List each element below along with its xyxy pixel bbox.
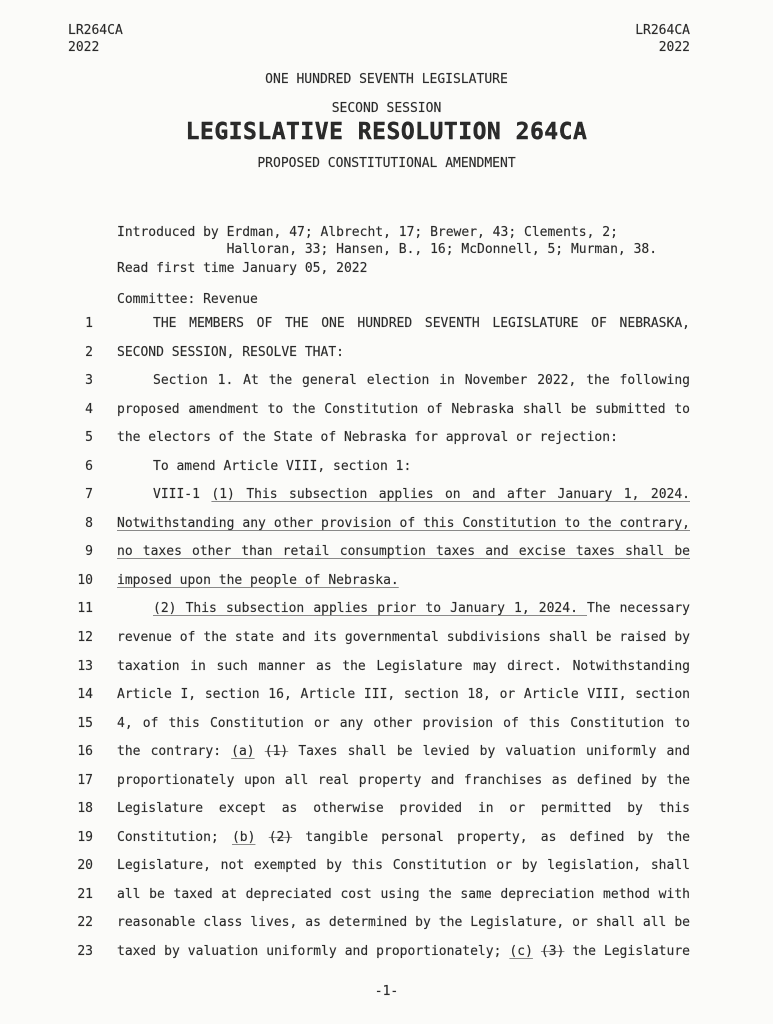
- body-line: [68, 767, 690, 796]
- body-line: [68, 681, 690, 710]
- introducers-line-1: Erdman, 47; Albrecht, 17; Brewer, 43; Clements, 2;: [226, 225, 618, 240]
- plain-text: VIII-1: [153, 487, 212, 503]
- doc-year: 2022: [68, 40, 100, 55]
- line-number: 12: [77, 630, 93, 646]
- line-number: 19: [77, 829, 93, 845]
- line-text: [117, 881, 690, 910]
- line-text: [117, 710, 690, 739]
- inserted-text: (b): [231, 829, 256, 845]
- line-number: 21: [77, 886, 93, 902]
- plain-text: THE MEMBERS OF THE ONE HUNDRED SEVENTH LEGISLATURE OF NEBRASKA,: [153, 316, 690, 331]
- plain-text: the electors of the State of Nebraska for approval or rejection:: [117, 430, 618, 446]
- introduction-block: [117, 224, 697, 308]
- line-number: 17: [77, 772, 93, 788]
- inserted-text: no taxes other than retail consumption taxes and excise taxes shall be: [117, 544, 690, 560]
- plain-text: reasonable class lives, as determined by the Legislature, or shall all be: [117, 915, 690, 931]
- line-text: [117, 681, 690, 710]
- inserted-text: (a): [231, 744, 255, 760]
- body-line: [68, 567, 690, 596]
- plain-text: revenue of the state and its governmental subdivisions shall be raised by: [117, 630, 690, 646]
- line-number: 11: [77, 601, 93, 617]
- line-text: [117, 453, 690, 482]
- plain-text: [255, 744, 265, 759]
- body-line: [68, 881, 690, 910]
- line-number: 7: [85, 487, 93, 503]
- plain-text: all be taxed at depreciated cost using the same depreciation method with: [117, 886, 690, 902]
- line-number: 9: [85, 544, 93, 560]
- resolution-body: [68, 310, 690, 967]
- doc-id-top-left: [68, 22, 123, 56]
- line-text: [117, 310, 690, 339]
- body-line: [68, 624, 690, 653]
- stricken-text: (1): [264, 744, 289, 760]
- introducers-line-2: Halloran, 33; Hansen, B., 16; McDonnell, 5; Murman, 38.: [226, 242, 658, 258]
- line-number: 16: [77, 744, 93, 760]
- document-title: LEGISLATIVE RESOLUTION 264CA: [185, 119, 588, 145]
- line-number: 10: [77, 572, 93, 588]
- plain-text: proportionately upon all real property and franchises as defined by the: [117, 772, 690, 788]
- doc-id-top-right: [635, 22, 690, 56]
- inserted-text: (1) This subsection applies on and after January 1, 2024.: [211, 487, 690, 503]
- plain-text: Article I, section 16, Article III, section 18, or Article VIII, section: [117, 687, 690, 703]
- line-number: 23: [77, 944, 93, 960]
- body-line: [68, 310, 690, 339]
- introduced-by-label: Introduced by: [117, 225, 227, 240]
- line-number: 6: [85, 458, 93, 474]
- line-text: [117, 367, 690, 396]
- line-text: [117, 424, 690, 453]
- plain-text: proposed amendment to the Constitution of Nebraska shall be submitted to: [117, 401, 690, 417]
- plain-text: Legislature except as otherwise provided in or permitted by this: [117, 801, 690, 817]
- document-subtitle: PROPOSED CONSTITUTIONAL AMENDMENT: [257, 156, 516, 171]
- line-text: [117, 653, 690, 682]
- body-line: [68, 824, 690, 853]
- line-number: 13: [77, 658, 93, 674]
- line-number: 5: [85, 430, 93, 446]
- line-text: [117, 481, 690, 510]
- body-line: [68, 510, 690, 539]
- body-line: [68, 653, 690, 682]
- line-text: [117, 624, 690, 653]
- plain-text: tangible personal property, as defined by the: [292, 829, 691, 845]
- plain-text: the contrary:: [117, 744, 232, 760]
- committee-assignment: Committee: Revenue: [117, 291, 258, 307]
- line-number: 3: [85, 373, 93, 389]
- body-line: [68, 538, 690, 567]
- plain-text: taxed by valuation uniformly and proportionately;: [117, 944, 510, 960]
- body-line: [68, 424, 690, 453]
- body-line: [68, 738, 690, 767]
- body-line: [68, 710, 690, 739]
- body-line: [68, 595, 690, 624]
- line-number: 22: [77, 915, 93, 931]
- stricken-text: (2): [268, 829, 293, 845]
- line-text: [117, 909, 690, 938]
- body-line: [68, 396, 690, 425]
- doc-year: 2022: [658, 40, 690, 55]
- inserted-text: Notwithstanding any other provision of this Constitution to the contrary,: [117, 515, 690, 531]
- plain-text: Taxes shall be levied by valuation uniformly and: [288, 744, 690, 760]
- plain-text: SECOND SESSION, RESOLVE THAT:: [117, 344, 344, 360]
- line-text: [117, 538, 690, 567]
- body-line: [68, 909, 690, 938]
- line-number: 2: [85, 344, 93, 360]
- line-text: [117, 938, 690, 967]
- line-number: 4: [85, 401, 93, 417]
- inserted-text: imposed upon the people of Nebraska.: [117, 572, 399, 588]
- line-text: [117, 795, 690, 824]
- doc-id: LR264CA: [635, 23, 690, 38]
- line-text: [117, 567, 690, 596]
- stricken-text: (3): [540, 944, 565, 960]
- body-line: [68, 453, 690, 482]
- line-text: [117, 767, 690, 796]
- line-text: [117, 595, 690, 624]
- line-text: [117, 510, 690, 539]
- line-number: 1: [85, 316, 93, 331]
- doc-id: LR264CA: [68, 23, 123, 38]
- read-first-time: Read first time January 05, 2022: [117, 260, 368, 276]
- line-number: 14: [77, 687, 93, 703]
- line-text: [117, 852, 690, 881]
- plain-text: The necessary: [587, 601, 691, 617]
- introducer-names: [227, 224, 657, 259]
- page-number: -1-: [374, 984, 399, 999]
- legislature-name: ONE HUNDRED SEVENTH LEGISLATURE: [265, 72, 508, 87]
- line-number: 20: [77, 858, 93, 874]
- plain-text: 4, of this Constitution or any other provision of this Constitution to: [117, 715, 690, 731]
- body-line: [68, 481, 690, 510]
- line-number: 8: [85, 515, 93, 531]
- body-line: [68, 367, 690, 396]
- line-text: [117, 339, 690, 368]
- line-text: [117, 738, 690, 767]
- body-line: [68, 339, 690, 368]
- plain-text: the Legislature: [564, 944, 690, 960]
- plain-text: Legislature, not exempted by this Constitution or by legislation, shall: [117, 858, 690, 874]
- body-line: [68, 852, 690, 881]
- body-line: [68, 795, 690, 824]
- inserted-text: (2) This subsection applies prior to January 1, 2024.: [153, 601, 587, 617]
- session-name: SECOND SESSION: [331, 101, 442, 116]
- inserted-text: (c): [509, 944, 533, 960]
- plain-text: Section 1. At the general election in November 2022, the following: [153, 373, 690, 389]
- body-line: [68, 938, 690, 967]
- line-text: [117, 396, 690, 425]
- plain-text: To amend Article VIII, section 1:: [153, 458, 412, 474]
- line-number: 18: [77, 801, 93, 817]
- line-number: 15: [77, 715, 93, 731]
- line-text: [117, 824, 690, 853]
- plain-text: taxation in such manner as the Legislature may direct. Notwithstanding: [117, 658, 690, 674]
- plain-text: Constitution;: [117, 829, 232, 845]
- plain-text: [255, 830, 268, 845]
- plain-text: [533, 944, 541, 959]
- introduced-by-row: [117, 224, 697, 259]
